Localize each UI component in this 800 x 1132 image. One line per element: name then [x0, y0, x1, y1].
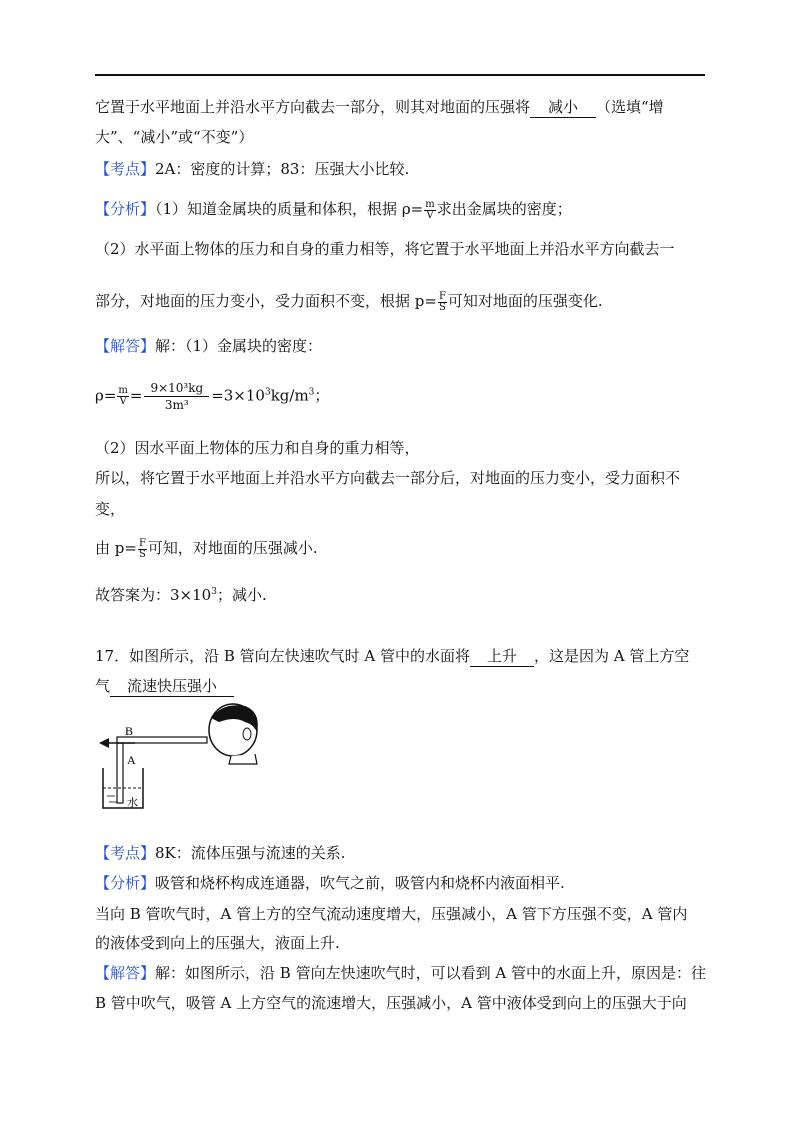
label-water: 水	[127, 796, 138, 809]
text-line: B 管中吹气，吸管 A 上方空气的流速增大，压强减小，A 管中液体受到向上的压强大于向	[95, 994, 687, 1012]
fenxi-line	[95, 873, 565, 893]
tube-a	[117, 743, 123, 803]
kaodian-tag: 【考点】	[95, 160, 156, 178]
text: 吸管和烧杯构成连通器，吹气之前，吸管内和烧杯内液面相平.	[155, 874, 565, 892]
text-line: 大”、“减小”或“不变”）	[95, 128, 254, 146]
question-line	[95, 646, 689, 667]
fraction-numerator: m	[425, 198, 435, 210]
fraction-denominator: V	[426, 209, 434, 221]
text: （1）知道金属块的质量和体积，根据 ρ=	[155, 200, 424, 218]
fenxi-line	[95, 199, 572, 221]
jieda-tag: 【解答】	[95, 337, 156, 355]
fraction-numerator: F	[438, 290, 446, 302]
figure-blowing-straw	[95, 700, 265, 815]
text: 它置于水平地面上并沿水平方向截去一部分，则其对地面的压强将	[95, 98, 531, 116]
text: kg/m	[270, 386, 309, 405]
text-line: （2）因水平面上物体的压力和自身的重力相等，	[95, 439, 420, 457]
figure-svg	[95, 700, 265, 815]
text-line	[95, 291, 603, 313]
answer-blank: 上升	[470, 646, 534, 667]
text: =	[129, 386, 143, 405]
fenxi-tag: 【分析】	[95, 200, 156, 218]
superscript: 3	[211, 587, 217, 597]
fraction	[138, 539, 147, 560]
density-equation	[95, 380, 329, 413]
label-b: B	[125, 724, 134, 738]
text: 求出金属块的密度；	[436, 200, 572, 218]
jieda-tag: 【解答】	[95, 964, 156, 982]
fraction	[424, 200, 435, 221]
text: 气	[95, 677, 111, 695]
text-line: 所以，将它置于水平地面上并沿水平方向截去一部分后，对地面的压力变小，受力面积不	[95, 469, 681, 487]
header-rule	[95, 74, 705, 76]
text-line: 变，	[95, 500, 126, 518]
fraction	[438, 292, 447, 313]
kaodian-line	[95, 159, 409, 179]
text: 可知对地面的压强变化.	[447, 292, 603, 310]
superscript: 3	[264, 387, 271, 398]
fraction-numerator: 9×10³kg	[144, 380, 209, 397]
text-line	[95, 582, 267, 605]
fraction-denominator: S	[439, 301, 446, 313]
text: ；减小.	[216, 586, 267, 604]
fraction-numerator: F	[138, 537, 146, 549]
kaodian-tag: 【考点】	[95, 844, 156, 862]
text: ，这是因为 A 管上方空	[534, 647, 690, 665]
text-line	[95, 97, 664, 118]
text-line: 的液体受到向上的压强大，液面上升.	[95, 934, 340, 952]
text: 8K：流体压强与流速的关系.	[155, 844, 346, 862]
text: （选填“增	[596, 98, 664, 116]
fraction	[117, 386, 128, 407]
fenxi-tag: 【分析】	[95, 874, 156, 892]
text: 部分，对地面的压力变小，受力面积不变，根据 p=	[95, 292, 437, 310]
fraction-numerator: m	[118, 385, 128, 396]
text: ρ=	[95, 386, 117, 405]
text: ；	[314, 386, 330, 405]
superscript: 3	[308, 387, 315, 398]
text: 解：如图所示，沿 B 管向左快速吹气时，可以看到 A 管中的水面上升，原因是：往	[155, 964, 706, 982]
text: =3×10	[211, 386, 265, 405]
jieda-line	[95, 963, 706, 983]
question-line	[95, 676, 234, 697]
kaodian-line	[95, 843, 346, 863]
arrow-head	[99, 738, 109, 748]
text: 17．如图所示，沿 B 管向左快速吹气时 A 管中的水面将	[95, 647, 471, 665]
label-a: A	[127, 753, 136, 767]
fraction-denominator: S	[139, 548, 146, 560]
text: 可知，对地面的压强减小.	[147, 539, 318, 557]
answer-blank: 流速快压强小	[110, 676, 234, 697]
text: 解：（1）金属块的密度：	[155, 337, 323, 355]
answer-blank: 减小	[530, 97, 596, 118]
text-line	[95, 538, 318, 560]
fraction	[144, 380, 209, 413]
fraction-denominator: 3m³	[164, 398, 189, 412]
text-line: 当向 B 管吹气时，A 管上方的空气流动速度增大，压强减小，A 管下方压强不变，A 管内	[95, 905, 688, 923]
text: 由 p=	[95, 539, 137, 557]
text-line: （2）水平面上物体的压力和自身的重力相等，将它置于水平地面上并沿水平方向截去一	[95, 240, 675, 258]
jieda-line	[95, 336, 322, 356]
fraction-denominator: V	[119, 396, 127, 407]
text: 故答案为：3×10	[95, 586, 212, 604]
text: 2A：密度的计算；83：压强大小比较.	[155, 160, 410, 178]
